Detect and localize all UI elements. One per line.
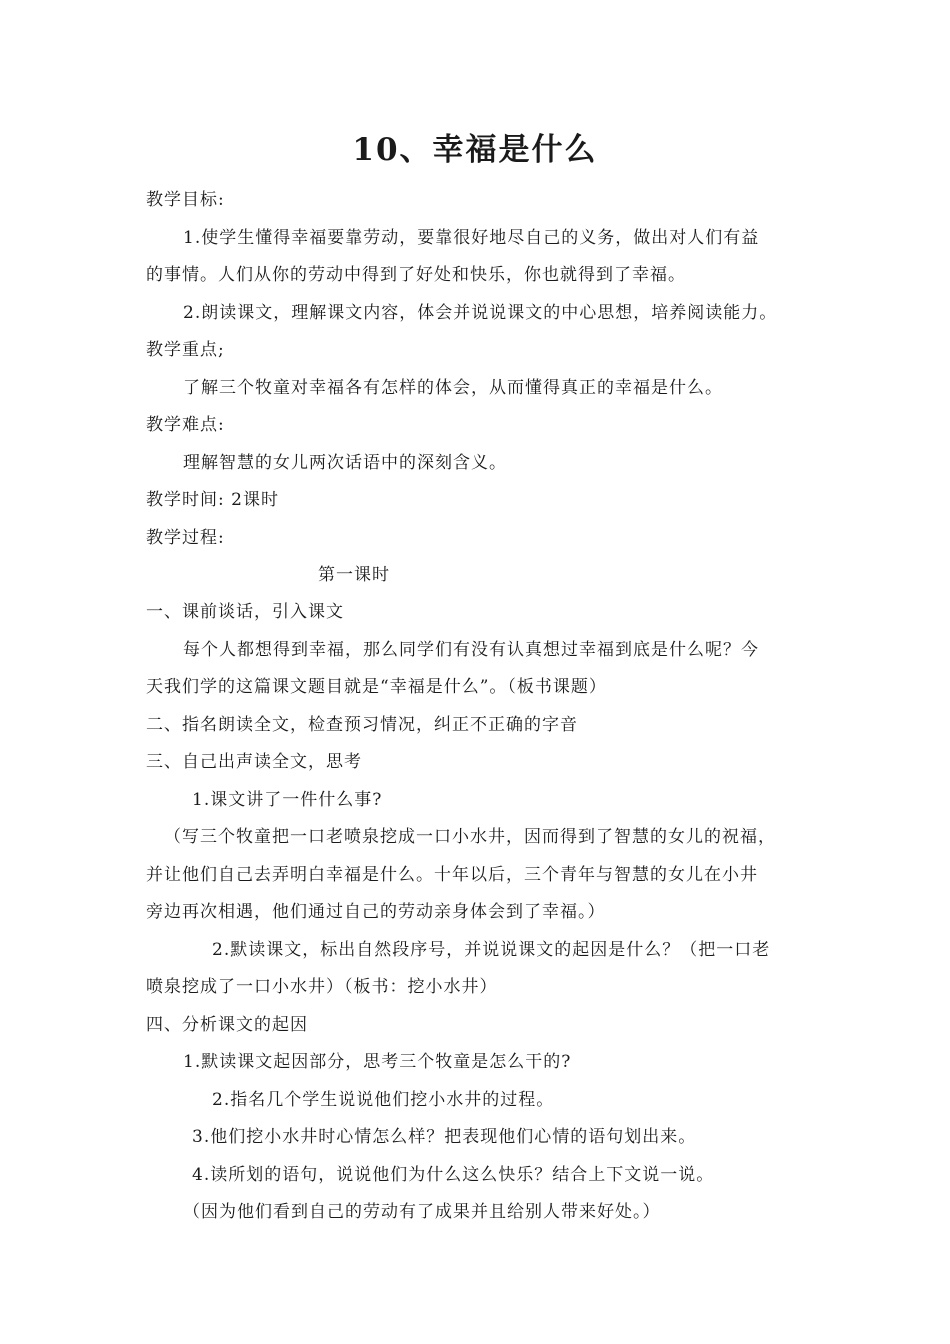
text-line: 1.默读课文起因部分，思考三个牧童是怎么干的? [183,1052,572,1072]
text-line: 三、自己出声读全文，思考 [146,752,362,772]
text-line: 的事情。人们从你的劳动中得到了好处和快乐，你也就得到了幸福。 [146,265,686,285]
text-line: 教学目标: [146,190,225,210]
text-line: 3.他们挖小水井时心情怎么样？把表现他们心情的语句划出来。 [192,1127,697,1147]
text-line: （因为他们看到自己的劳动有了成果并且给别人带来好处。） [183,1202,661,1222]
text-line: 喷泉挖成了一口小水井）（板书：挖小水井） [146,977,498,997]
page-title: 10、幸福是什么 [352,132,598,168]
text-line: 2.指名几个学生说说他们挖小水井的过程。 [212,1090,555,1110]
text-line: 旁边再次相遇，他们通过自己的劳动亲身体会到了幸福。） [146,902,606,922]
text-line: 四、分析课文的起因 [146,1015,308,1035]
text-line: 教学过程: [146,528,225,548]
text-line: 1.课文讲了一件什么事? [192,790,383,810]
text-line: 一、课前谈话，引入课文 [146,602,344,622]
text-line: 教学重点; [146,340,225,360]
text-line: 每个人都想得到幸福，那么同学们有没有认真想过幸福到底是什么呢？今 [183,640,759,660]
text-line: 教学时间: 2课时 [146,490,279,510]
section-heading: 第一课时 [318,565,390,585]
text-line: 天我们学的这篇课文题目就是“幸福是什么”。（板书课题） [146,677,607,697]
text-line: 理解智慧的女儿两次话语中的深刻含义。 [183,453,507,473]
text-line: 2.默读课文，标出自然段序号，并说说课文的起因是什么？（把一口老 [212,940,771,960]
text-line: 二、指名朗读全文，检查预习情况，纠正不正确的字音 [146,715,578,735]
text-line: 2.朗读课文，理解课文内容，体会并说说课文的中心思想，培养阅读能力。 [183,303,778,323]
text-line: 1.使学生懂得幸福要靠劳动，要靠很好地尽自己的义务，做出对人们有益 [183,228,760,248]
text-line: 4.读所划的语句，说说他们为什么这么快乐？结合上下文说一说。 [192,1165,715,1185]
text-line: （写三个牧童把一口老喷泉挖成一口小水井，因而得到了智慧的女儿的祝福， [164,827,776,847]
text-line: 教学难点: [146,415,225,435]
text-line: 了解三个牧童对幸福各有怎样的体会，从而懂得真正的幸福是什么。 [183,378,723,398]
text-line: 并让他们自己去弄明白幸福是什么。十年以后，三个青年与智慧的女儿在小井 [146,865,758,885]
